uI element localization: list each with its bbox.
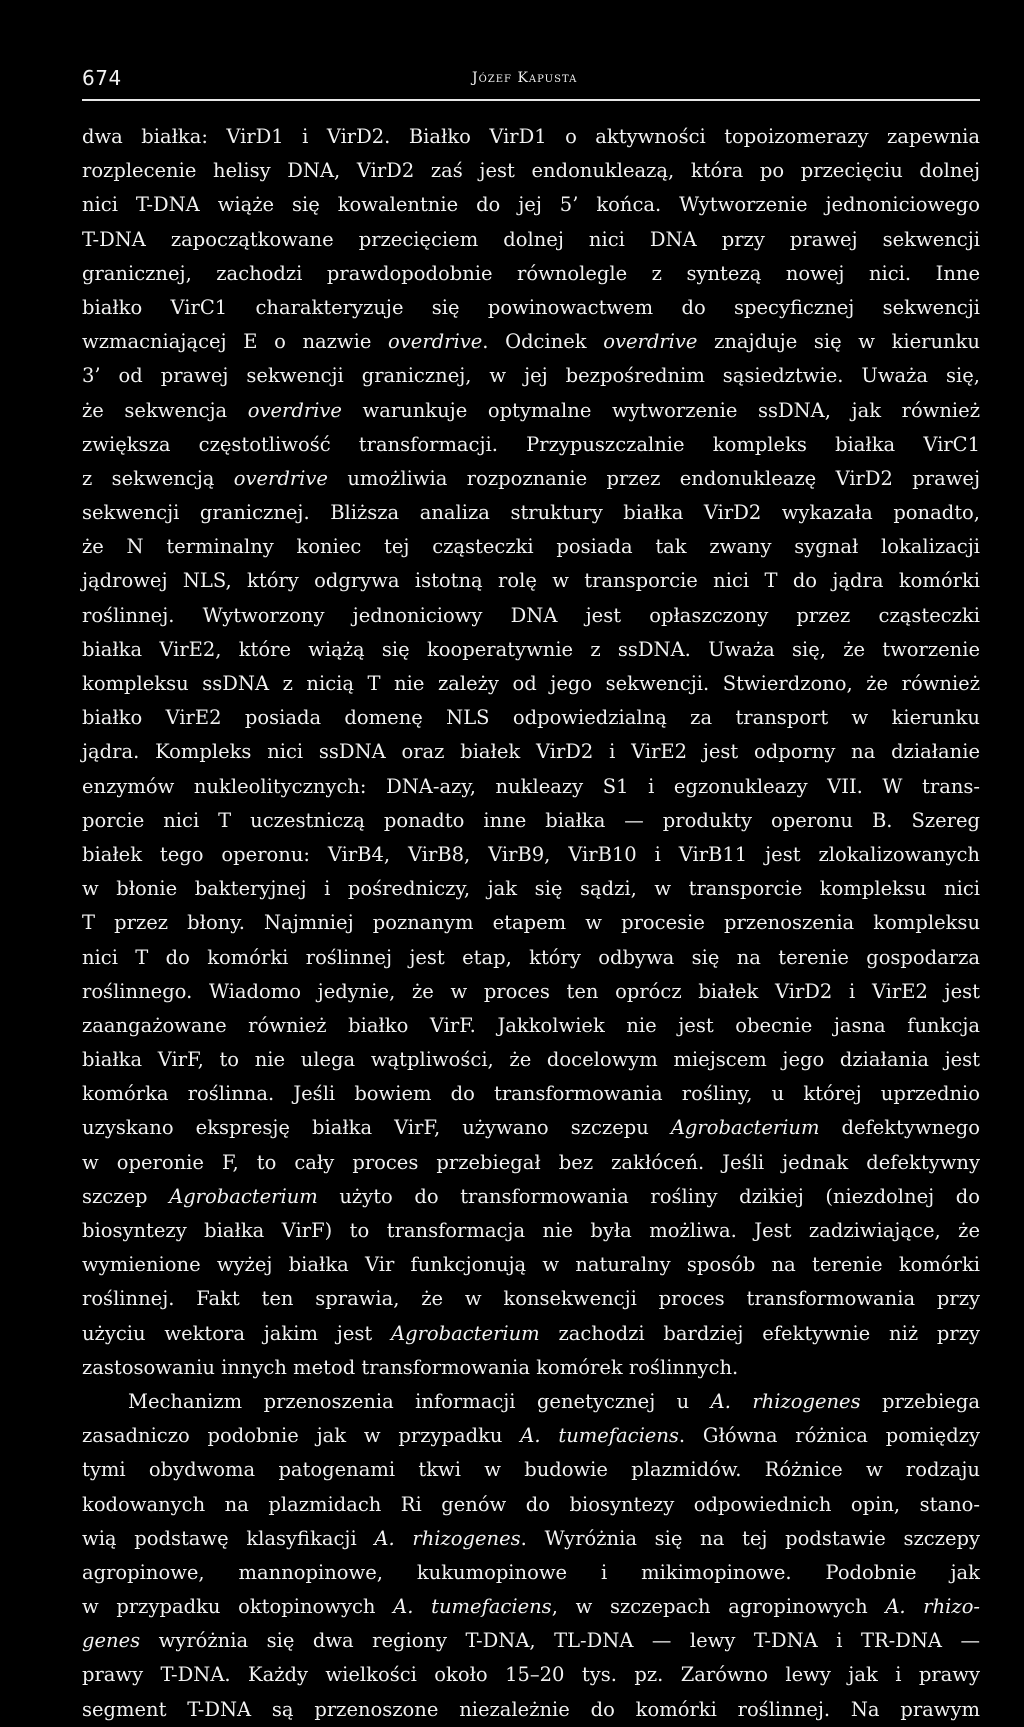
text-segment: umożliwia rozpoznanie przez endonukleazę VirD2 prawej [327, 466, 980, 490]
text-segment: nici T do komórki roślinnej jest etap, który odbywa się na terenie gospodarza [82, 945, 980, 969]
text-segment: . Wyróżnia się na tej podstawie szczepy [520, 1526, 980, 1550]
text-segment: zwiększa częstotliwość transformacji. Przypuszczalnie kompleks białka VirC1 [82, 432, 980, 456]
text-segment: wyróżnia się dwa regiony T-DNA, TL-DNA — lewy T-DNA i TR-DNA — [140, 1629, 980, 1653]
page-header [82, 66, 980, 96]
text-segment: roślinnego. Wiadomo jedynie, że w proces ten oprócz białek VirD2 i VirE2 jest [82, 979, 980, 1003]
text-segment: jądra. Kompleks nici ssDNA oraz białek VirD2 i VirE2 jest odporny na działanie [82, 740, 980, 764]
text-segment: uzyskano ekspresję białka VirF, używano szczepu [82, 1116, 671, 1140]
text-line [82, 1248, 980, 1282]
text-segment: wzmacniającej E o nazwie [82, 330, 389, 354]
text-segment: defektywnego [819, 1116, 980, 1140]
text-line [82, 1351, 980, 1385]
text-line [82, 1043, 980, 1077]
text-line [82, 1693, 980, 1727]
text-line [82, 154, 980, 188]
italic-term: A. tumefaciens [520, 1424, 679, 1448]
text-line [82, 1453, 980, 1487]
text-segment: Mechanizm przenoszenia informacji genetycznej u [128, 1389, 711, 1413]
italic-term: overdrive [603, 330, 698, 354]
text-segment: prawy T-DNA. Każdy wielkości około 15–20 tys. pz. Zarówno lewy jak i prawy [82, 1663, 980, 1687]
italic-term: genes [82, 1629, 141, 1653]
text-segment: porcie nici T uczestniczą ponadto inne białka — produkty operonu B. Szereg [82, 808, 980, 832]
text-line [82, 1111, 980, 1145]
text-segment: , w szczepach agropinowych [551, 1595, 886, 1619]
italic-term: A. rhizogenes [710, 1389, 861, 1413]
text-segment: . Odcinek [482, 330, 604, 354]
text-segment: białka VirE2, które wiążą się kooperatywnie z ssDNA. Uważa się, że tworzenie [82, 637, 980, 661]
text-segment: wymienione wyżej białka Vir funkcjonują w naturalny sposób na terenie komórki [82, 1253, 980, 1277]
text-line [82, 941, 980, 975]
italic-term: Agrobacterium [670, 1116, 820, 1140]
text-segment: szczep [82, 1184, 170, 1208]
text-segment: roślinnej. Fakt ten sprawia, że w konsekwencji proces transformowania przy [82, 1287, 980, 1311]
text-segment: w operonie F, to cały proces przebiegał bez zakłóceń. Jeśli jednak defektywny [82, 1150, 980, 1174]
text-line [82, 1624, 980, 1658]
italic-term: overdrive [233, 466, 328, 490]
text-line [82, 838, 980, 872]
page-number: 674 [82, 66, 122, 90]
text-segment: warunkuje optymalne wytworzenie ssDNA, jak również [341, 398, 980, 422]
text-segment: sekwencji granicznej. Bliższa analiza struktury białka VirD2 wykazała ponadto, [82, 501, 980, 525]
text-line [82, 599, 980, 633]
text-line [82, 906, 980, 940]
text-segment: tymi obydwoma patogenami tkwi w budowie plazmidów. Różnice w rodzaju [82, 1458, 980, 1482]
text-line [82, 1488, 980, 1522]
text-segment: zasadniczo podobnie jak w przypadku [82, 1424, 521, 1448]
text-line [82, 120, 980, 154]
text-line [82, 1214, 980, 1248]
text-segment: biosyntezy białka VirF) to transformacja nie była możliwa. Jest zadziwiające, że [82, 1219, 980, 1242]
text-segment: białko VirC1 charakteryzuje się powinowactwem do specyficznej sekwencji [82, 295, 980, 319]
text-line [82, 1522, 980, 1556]
text-line [82, 1556, 980, 1590]
text-line [82, 462, 980, 496]
running-head-author: Józef Kapusta [472, 70, 578, 86]
italic-term: overdrive [388, 330, 483, 354]
text-line [82, 223, 980, 257]
text-segment: zachodzi bardziej efektywnie niż przy [539, 1321, 980, 1345]
text-segment: rozplecenie helisy DNA, VirD2 zaś jest endonukleazą, która po przecięciu dolnej [82, 159, 980, 183]
text-segment: zastosowaniu innych metod transformowania komórek roślinnych. [82, 1355, 739, 1379]
text-segment: komórka roślinna. Jeśli bowiem do transformowania rośliny, u której uprzednio [82, 1082, 980, 1106]
text-segment: zaangażowane również białko VirF. Jakkolwiek nie jest obecnie jasna funkcja [82, 1013, 980, 1037]
text-line [82, 1146, 980, 1180]
text-line [82, 188, 980, 222]
text-line [82, 1590, 980, 1624]
text-line [82, 257, 980, 291]
body-text [82, 120, 980, 1727]
text-line [82, 770, 980, 804]
text-segment: kompleksu ssDNA z nicią T nie zależy od jego sekwencji. Stwierdzono, że również [82, 672, 980, 695]
text-line [82, 975, 980, 1009]
text-segment: że N terminalny koniec tej cząsteczki posiada tak zwany sygnał lokalizacji [82, 535, 980, 559]
text-segment: segment T-DNA są przenoszone niezależnie do komórki roślinnej. Na prawym [82, 1697, 980, 1721]
text-line [82, 291, 980, 325]
text-segment: 3’ od prawej sekwencji granicznej, w jej bezpośrednim sąsiedztwie. Uważa się, [82, 364, 980, 388]
text-line [82, 1180, 980, 1214]
text-segment: . Główna różnica pomiędzy [678, 1424, 980, 1448]
text-line [82, 394, 980, 428]
text-segment: białka VirF, to nie ulega wątpliwości, że docelowym miejscem jego działania jest [82, 1048, 980, 1072]
text-segment: białek tego operonu: VirB4, VirB8, VirB9, VirB10 i VirB11 jest zlokalizowanych [82, 842, 980, 866]
text-segment: wią podstawę klasyfikacji [82, 1526, 375, 1550]
text-segment: użyciu wektora jakim jest [82, 1321, 392, 1345]
italic-term: A. rhizo- [885, 1595, 981, 1619]
text-line [82, 667, 980, 701]
text-segment: enzymów nukleolitycznych: DNA-azy, nukleazy S1 i egzonukleazy VII. W trans- [82, 774, 980, 798]
text-line [82, 1077, 980, 1111]
text-segment: w przypadku oktopinowych [82, 1595, 394, 1619]
text-line [82, 359, 980, 393]
text-segment: granicznej, zachodzi prawdopodobnie równolegle z syntezą nowej nici. Inne [82, 261, 980, 285]
text-segment: dwa białka: VirD1 i VirD2. Białko VirD1 o aktywności topoizomerazy zapewnia [82, 125, 980, 148]
text-line [82, 633, 980, 667]
text-line [82, 564, 980, 598]
text-segment: przebiega [860, 1389, 980, 1413]
text-segment: jądrowej NLS, który odgrywa istotną rolę w transporcie nici T do jądra komórki [82, 569, 980, 593]
text-segment: użyto do transformowania rośliny dzikiej (niezdolnej do [317, 1184, 980, 1208]
text-segment: agropinowe, mannopinowe, kukumopinowe i mikimopinowe. Podobnie jak [82, 1560, 980, 1584]
italic-term: A. tumefaciens [393, 1595, 552, 1619]
text-line [82, 325, 980, 359]
italic-term: Agrobacterium [169, 1184, 318, 1208]
text-segment: znajduje się w kierunku [697, 330, 980, 354]
header-rule [82, 99, 980, 101]
text-segment: że sekwencja [82, 398, 248, 422]
text-segment: T-DNA zapoczątkowane przecięciem dolnej nici DNA przy prawej sekwencji [82, 227, 980, 251]
text-segment: białko VirE2 posiada domenę NLS odpowiedzialną za transport w kierunku [82, 706, 980, 730]
text-line [82, 1317, 980, 1351]
text-line [82, 1009, 980, 1043]
text-segment: nici T-DNA wiąże się kowalentnie do jej 5’ końca. Wytworzenie jednoniciowego [82, 193, 980, 217]
text-line [82, 804, 980, 838]
italic-term: overdrive [247, 398, 342, 422]
text-segment: roślinnej. Wytworzony jednoniciowy DNA jest opłaszczony przez cząsteczki [82, 603, 980, 627]
text-line [82, 1658, 980, 1692]
text-segment: kodowanych na plazmidach Ri genów do biosyntezy odpowiednich opin, stano- [82, 1492, 980, 1516]
text-line [82, 872, 980, 906]
text-line [82, 530, 980, 564]
text-line [82, 428, 980, 462]
text-line [82, 1419, 980, 1453]
italic-term: A. rhizogenes [374, 1526, 521, 1550]
text-line [82, 1385, 980, 1419]
text-line [82, 496, 980, 530]
text-line [82, 701, 980, 735]
text-segment: T przez błony. Najmniej poznanym etapem w procesie przenoszenia kompleksu [82, 911, 980, 935]
text-line [82, 735, 980, 769]
italic-term: Agrobacterium [391, 1321, 540, 1345]
text-line [82, 1282, 980, 1316]
text-segment: w błonie bakteryjnej i pośredniczy, jak się sądzi, w transporcie kompleksu nici [82, 877, 980, 901]
text-segment: z sekwencją [82, 466, 234, 490]
